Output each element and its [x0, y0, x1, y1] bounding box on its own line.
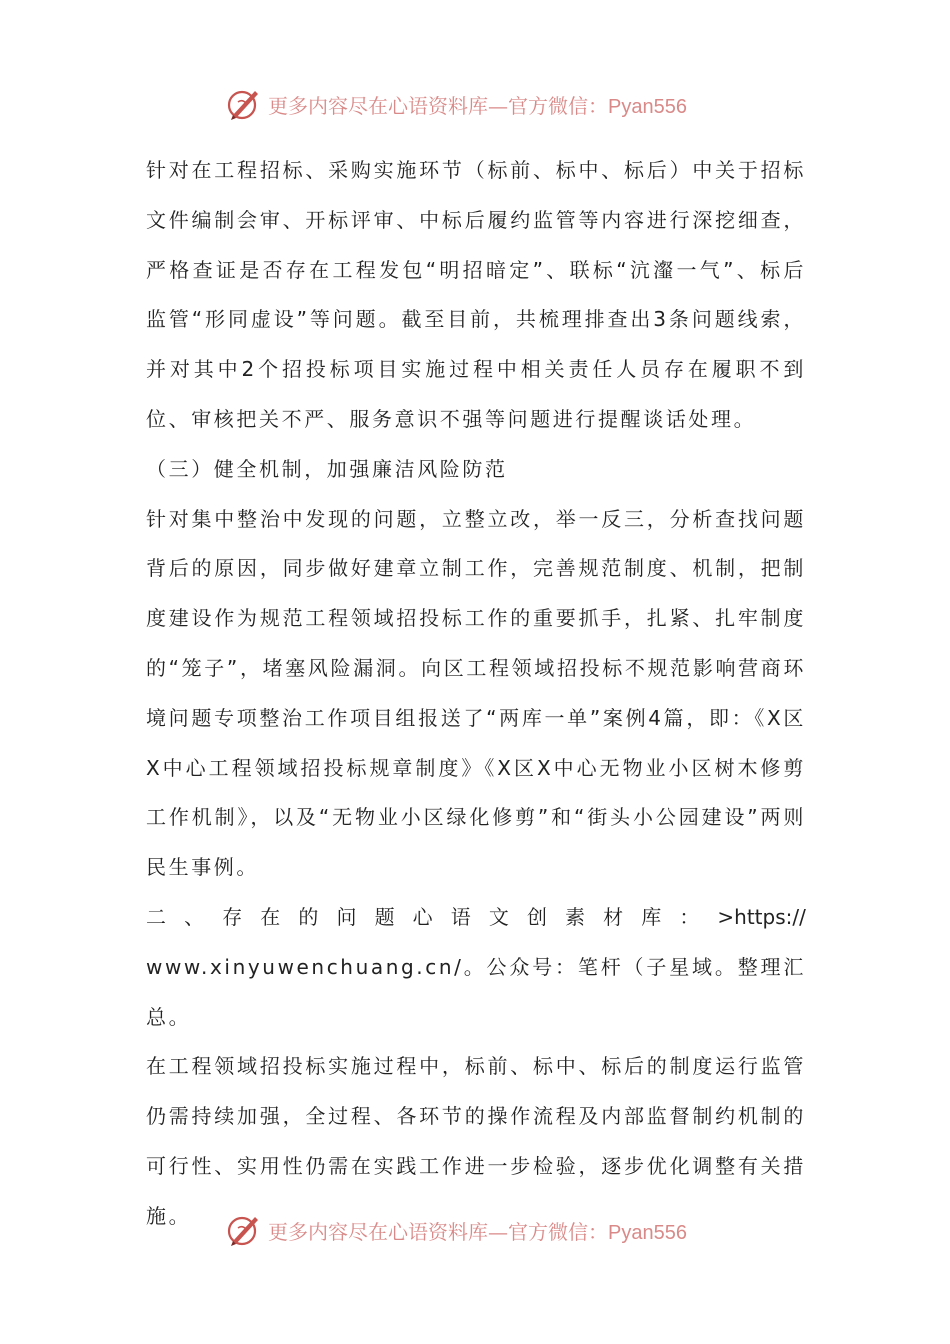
- heading-char: 心: [412, 904, 433, 929]
- heading-char: 、: [184, 904, 205, 929]
- heading-char: 存: [222, 904, 243, 929]
- heading-char: 素: [565, 904, 586, 929]
- section-heading-3: （三）健全机制，加强廉洁风险防范: [146, 456, 508, 481]
- document-body: [146, 146, 806, 1242]
- watermark-main: 更多内容尽在心语资料库—官方微信：: [268, 1219, 608, 1244]
- heading-char: 题: [374, 904, 395, 929]
- heading-char: 在: [260, 904, 281, 929]
- heading-char: 二: [146, 904, 166, 929]
- url-fragment: >https://: [717, 904, 806, 929]
- heading-char: 创: [526, 904, 547, 929]
- watermark-text: [268, 1216, 687, 1245]
- watermark-wechat-id: Pyan556: [608, 95, 687, 118]
- heading-char: 问: [336, 904, 357, 929]
- section-2-heading-line: [146, 893, 806, 943]
- watermark-main: 更多内容尽在心语资料库—官方微信：: [268, 93, 608, 118]
- heading-char: ：: [679, 904, 700, 929]
- watermark-text: [268, 90, 687, 119]
- paragraph-mechanism: 针对集中整治中发现的问题，立整立改，举一反三，分析查找问题背后的原因，同步做好建章立制工作，完善规范制度、机制，把制度建设作为规范工程领域招投标工作的重要抓手，扎紧、扎牢制度的“笼子”，堵塞风险漏洞。向区工程领域招投标不规范影响营商环境问题专项整治工作项目组报送了“两库一单”案例4篇，即：《X区X中心工程领域招投标规章制度》《X区X中心无物业小区树木修剪工作机制》，以及“无物业小区绿化修剪”和“街头小公园建设”两则民生事例。: [146, 506, 806, 880]
- watermark-banner-top: [224, 84, 744, 124]
- paragraph-problems: 在工程领域招投标实施过程中，标前、标中、标后的制度运行监管仍需持续加强，全过程、各环节的操作流程及内部监督制约机制的可行性、实用性仍需在实践工作进一步检验，逐步优化调整有关措施。: [146, 1054, 806, 1228]
- heading-char: 语: [450, 904, 471, 929]
- heading-char: 材: [603, 904, 624, 929]
- paragraph-bid-inspection: 针对在工程招标、采购实施环节（标前、标中、标后）中关于招标文件编制会审、开标评审、中标后履约监管等内容进行深挖细查，严格查证是否存在工程发包“明招暗定”、联标“沆瀣一气”、标后监管“形同虚设”等问题。截至目前，共梳理排查出3条问题线索，并对其中2个招投标项目实施过程中相关责任人员存在履职不到位、审核把关不严、服务意识不强等问题进行提醒谈话处理。: [146, 158, 806, 431]
- pen-logo-icon: [224, 84, 264, 124]
- heading-char: 库: [641, 904, 662, 929]
- watermark-wechat-id: Pyan556: [608, 1221, 687, 1244]
- url-and-source-line: www.xinyuwenchuang.cn/。公众号：笔杆（子星域。整理汇总。: [146, 954, 806, 1029]
- pen-logo-icon: [224, 1210, 264, 1250]
- heading-char: 文: [488, 904, 509, 929]
- watermark-banner-bottom: [224, 1210, 744, 1250]
- heading-char: 的: [298, 904, 319, 929]
